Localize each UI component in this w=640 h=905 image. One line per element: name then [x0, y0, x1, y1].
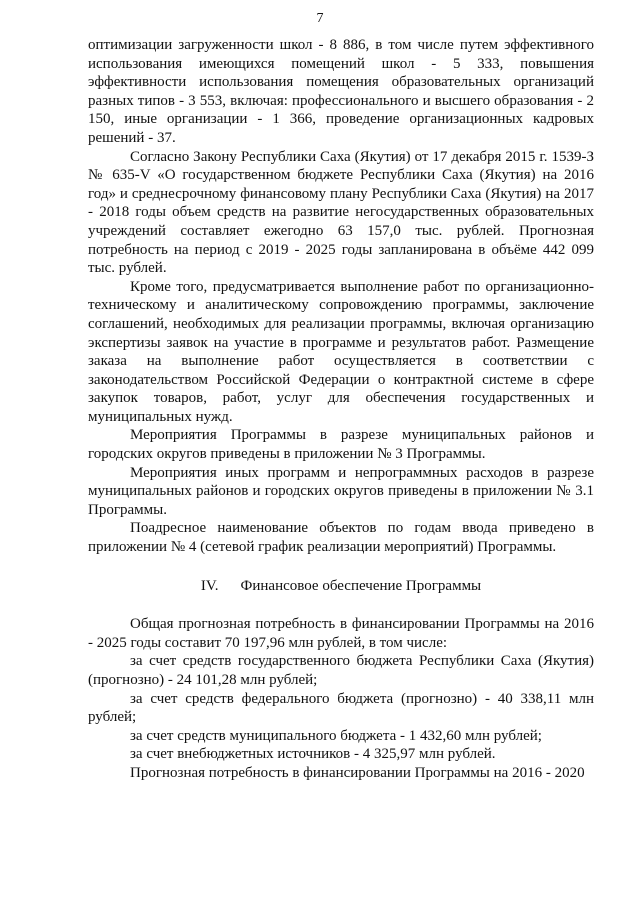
paragraph-appendix-4: Поадресное наименование объектов по годам ввода приведено в приложении № 4 (сетевой график реализации мероприятий) Программы.	[88, 520, 594, 556]
paragraph-funding-2016-2020: Прогнозная потребность в финансировании Программы на 2016 - 2020	[130, 764, 585, 781]
section-heading	[88, 577, 594, 596]
paragraph-extrabudgetary: за счет внебюджетных источников - 4 325,97 млн рублей.	[130, 746, 496, 763]
paragraph-school-optimization: оптимизации загруженности школ - 8 886, в том числе путем эффективного использования имеющихся помещений школ - 5 333, повышения эффективности использования помещения образовательных организаций разных типов - 3 553, включая: профессионального и высшего образования - 2 150, иные организации - 1 366, проведение организационных кадровых решений - 37.	[88, 37, 594, 146]
paragraph-municipal-budget: за счет средств муниципального бюджета - 1 432,60 млн рублей;	[130, 727, 542, 744]
document-body	[88, 36, 594, 783]
section-title: Финансовое обеспечение Программы	[240, 577, 482, 594]
paragraph-state-budget: за счет средств государственного бюджета Республики Саха (Якутия) (прогнозно) - 24 101,28 млн рублей;	[88, 653, 594, 688]
section-number: IV.	[200, 577, 219, 594]
page-number: 7	[316, 11, 324, 26]
paragraph-appendix-3: Мероприятия Программы в разрезе муниципальных районов и городских округов приведены в приложении № 3 Программы.	[88, 427, 594, 463]
paragraph-total-funding: Общая прогнозная потребность в финансировании Программы на 2016 - 2025 годы составит 70 197,96 млн рублей, в том числе:	[88, 616, 594, 651]
paragraph-appendix-3-1: Мероприятия иных программ и непрограммных расходов в разрезе муниципальных районов и городских округов приведены в приложении № 3.1 Программы.	[88, 464, 594, 518]
paragraph-federal-budget: за счет средств федерального бюджета (прогнозно) - 40 338,11 млн рублей;	[88, 690, 594, 726]
paragraph-program-support: Кроме того, предусматривается выполнение работ по организационно-техническому и аналитическому сопровождению программы, заключение соглашений, необходимых для реализации программы, включая организацию экспертизы заявок на участие в программе и результатов работ. Размещение заказа на выполнение работ осуществляется в соответствии с законодательством Российской Федерации о контрактной системе в сфере закупок товаров, работ, услуг для обеспечения государственных и муниципальных нужд.	[88, 278, 594, 425]
paragraph-budget-law: Согласно Закону Республики Саха (Якутия) от 17 декабря 2015 г. 1539-З № 635-V «О государственном бюджете Республики Саха (Якутия) на 2016 год» и среднесрочному финансовому плану Республики Саха (Якутия) на 2017 - 2018 годы объем средств на развитие негосударственных образовательных учреждений составляет ежегодно 63 157,0 тыс. рублей. Прогнозная потребность на период с 2019 - 2025 годы запланирована в объёме 442 099 тыс. рублей.	[88, 148, 594, 277]
